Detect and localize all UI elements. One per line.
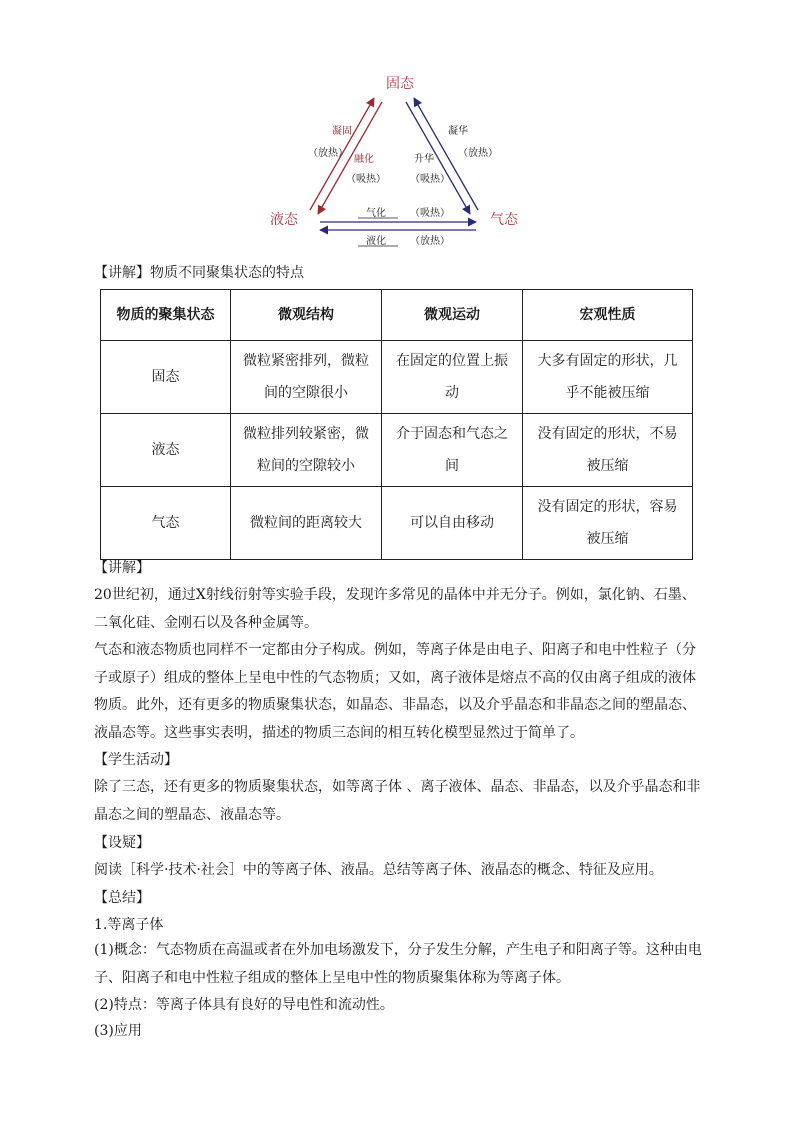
vaporize-label: 气化 xyxy=(366,208,386,219)
freeze-label: 凝固 xyxy=(332,126,352,137)
paragraph-plasma-liquids: 气态和液态物质也同样不一定都由分子构成。例如，等离子体是由电子、阳离子和电中性粒子（分子或原子）组成的整体上呈电中性的气态物质；又如，离子液体是熔点不高的仅由离子组成的液体物质。此外，还有更多的物质聚集状态，如晶态、非晶态，以及介乎晶态和非晶态之间的塑晶态、液晶态等。这些事实表明，描述的物质三态间的相互转化模型显然过于简单了。 xyxy=(94,642,696,741)
gas-label: 气态 xyxy=(490,212,518,228)
liquid-label: 液态 xyxy=(270,212,298,228)
section-heading-explain: 【讲解】 xyxy=(94,560,150,576)
item-plasma-title: 1.等离子体 xyxy=(94,917,164,933)
sublime-heat-label: （吸热） xyxy=(410,174,450,185)
liquefy-label: 液化 xyxy=(366,236,386,247)
section-heading-activity: 【学生活动】 xyxy=(94,752,178,768)
solid-label: 固态 xyxy=(386,76,414,92)
section-heading-question: 【设疑】 xyxy=(94,835,150,851)
table-cell: 液态 xyxy=(101,414,231,487)
table-header: 微观结构 xyxy=(231,290,382,341)
liquefy-heat-label: （放热） xyxy=(410,236,450,247)
freeze-heat-label: （放热） xyxy=(308,148,348,159)
table-cell: 固态 xyxy=(101,341,231,414)
table-cell: 没有固定的形状，容易被压缩 xyxy=(523,487,693,560)
sublime-label: 升华 xyxy=(414,154,434,165)
table-header-row xyxy=(101,290,693,341)
table-cell: 在固定的位置上振动 xyxy=(382,341,523,414)
table-header: 宏观性质 xyxy=(523,290,693,341)
paragraph-crystals: 20世纪初，通过X射线衍射等实验手段，发现许多常见的晶体中并无分子。例如，氯化钠、石墨、二氧化硅、金刚石以及各种金属等。 xyxy=(94,587,696,631)
state-comparison-table xyxy=(100,289,693,560)
deposit-label: 凝华 xyxy=(448,126,468,137)
paragraph-activity: 除了三态，还有更多的物质聚集状态，如等离子体 、离子液体、晶态、非晶态，以及介乎晶态和非晶态之间的塑晶态、液晶态等。 xyxy=(94,779,701,823)
item-plasma-feature: (2)特点：等离子体具有良好的导电性和流动性。 xyxy=(94,997,394,1013)
state-transition-diagram xyxy=(258,70,528,260)
table-header: 物质的聚集状态 xyxy=(101,290,231,341)
table-header: 微观运动 xyxy=(382,290,523,341)
table-cell: 大多有固定的形状，几乎不能被压缩 xyxy=(523,341,693,414)
item-plasma-use: (3)应用 xyxy=(94,1023,142,1039)
deposit-heat-label: （放热） xyxy=(458,148,498,159)
table-row xyxy=(101,341,693,414)
table-cell: 介于固态和气态之间 xyxy=(382,414,523,487)
table-cell: 微粒紧密排列，微粒间的空隙很小 xyxy=(231,341,382,414)
table-row xyxy=(101,414,693,487)
paragraph-question: 阅读［科学·技术·社会］中的等离子体、液晶。总结等离子体、液晶态的概念、特征及应用。 xyxy=(94,862,663,878)
item-plasma-concept: (1)概念：气态物质在高温或者在外加电场激发下，分子发生分解，产生电子和阳离子等。这种由电子、阳离子和电中性粒子组成的整体上呈电中性的物质聚集体称为等离子体。 xyxy=(94,942,702,986)
melt-heat-label: （吸热） xyxy=(346,174,386,185)
table-row xyxy=(101,487,693,560)
section-heading-features: 【讲解】物质不同聚集状态的特点 xyxy=(94,265,304,281)
vaporize-heat-label: （吸热） xyxy=(410,208,450,219)
section-heading-summary: 【总结】 xyxy=(94,890,150,906)
table-cell: 微粒间的距离较大 xyxy=(231,487,382,560)
table-cell: 气态 xyxy=(101,487,231,560)
table-cell: 没有固定的形状，不易被压缩 xyxy=(523,414,693,487)
table-cell: 可以自由移动 xyxy=(382,487,523,560)
melt-label: 融化 xyxy=(354,154,374,165)
table-cell: 微粒排列较紧密，微粒间的空隙较小 xyxy=(231,414,382,487)
